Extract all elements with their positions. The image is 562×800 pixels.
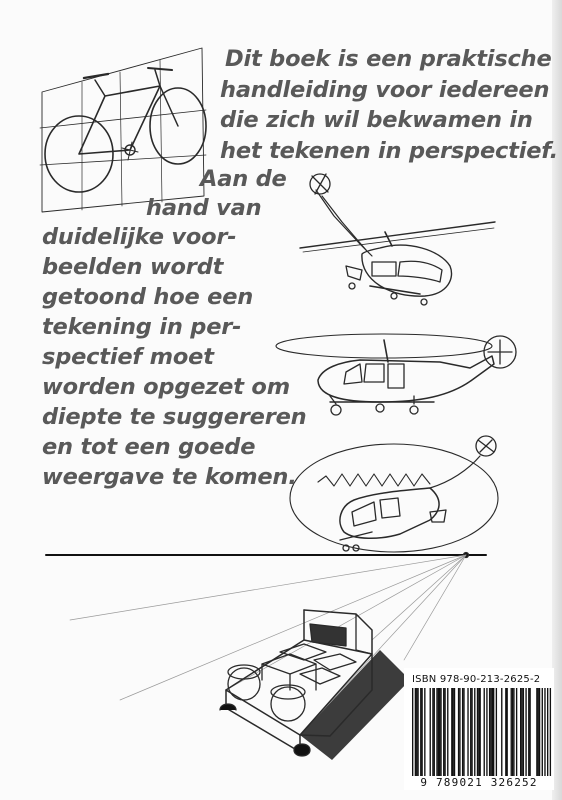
barcode-bar	[544, 688, 545, 776]
barcode-bar	[542, 688, 543, 776]
barcode-bar	[453, 688, 454, 776]
barcode-bar	[463, 688, 464, 776]
blurb-line: duidelijke voor-	[42, 224, 237, 250]
barcode-bar	[511, 688, 512, 776]
barcode-bar	[436, 688, 437, 776]
barcode-bar	[474, 688, 475, 776]
barcode-bar	[470, 688, 471, 776]
barcode-bar	[492, 688, 493, 776]
blurb-line: getoond hoe een	[42, 284, 254, 310]
barcode-bar	[421, 688, 422, 776]
blurb-line: spectief moet	[42, 344, 214, 370]
barcode-bar	[477, 688, 478, 776]
barcode-bar	[447, 688, 448, 776]
barcode-bar	[438, 688, 439, 776]
barcode-bar	[496, 688, 497, 776]
barcode-bar	[523, 688, 524, 776]
barcode-bar	[521, 688, 522, 776]
barcode-bar	[471, 688, 472, 776]
barcode-bar	[520, 688, 521, 776]
blurb-line: die zich wil bekwamen in	[220, 107, 533, 133]
barcode-bar	[432, 688, 433, 776]
barcode-bar	[416, 688, 417, 776]
barcode-bar	[451, 688, 452, 776]
barcode-bar	[490, 688, 491, 776]
blurb-line: en tot een goede	[42, 434, 256, 460]
barcode-bar	[484, 688, 485, 776]
barcode-bar	[444, 688, 445, 776]
barcode-bar	[434, 688, 435, 776]
blurb-line: worden opgezet om	[42, 374, 290, 400]
barcode-bar	[547, 688, 548, 776]
barcode-bar	[443, 688, 444, 776]
barcode-bar	[513, 688, 514, 776]
barcode-bar	[459, 688, 460, 776]
barcode-bar	[501, 688, 502, 776]
blurb-line: Aan de	[200, 166, 287, 192]
isbn-label: ISBN 978-90-213-2625-2	[412, 674, 541, 685]
barcode-bar	[486, 688, 487, 776]
barcode-bar	[528, 688, 529, 776]
blurb-line: diepte te suggereren	[42, 404, 307, 430]
barcode-bar	[415, 688, 416, 776]
barcode-bar	[507, 688, 508, 776]
barcode-bar	[439, 688, 440, 776]
blurb-line: Dit boek is een praktische	[225, 46, 552, 72]
barcode-bar	[550, 688, 551, 776]
barcode-bar	[478, 688, 479, 776]
barcode-bar	[480, 688, 481, 776]
barcode-bar	[467, 688, 468, 776]
barcode-bar	[458, 688, 459, 776]
blurb-line: weergave te komen.	[42, 464, 297, 490]
blurb-line: handleiding voor iedereen	[220, 77, 550, 103]
barcode-bar	[539, 688, 540, 776]
barcode-bar	[420, 688, 421, 776]
barcode-bar	[493, 688, 494, 776]
barcode-bar	[516, 688, 517, 776]
barcode-bar	[505, 688, 506, 776]
blurb-line: beelden wordt	[42, 254, 224, 280]
barcode-bar	[538, 688, 539, 776]
barcode-bar	[454, 688, 455, 776]
barcode-bar	[462, 688, 463, 776]
blurb-line: het tekenen in perspectief.	[220, 138, 558, 164]
blurb-line: hand van	[146, 195, 262, 221]
barcode-bar	[424, 688, 425, 776]
barcode-bar	[512, 688, 513, 776]
barcode-bar	[412, 688, 413, 776]
barcode-bar	[417, 688, 418, 776]
barcode-bar	[430, 688, 431, 776]
barcode-bar	[529, 688, 530, 776]
barcode-bar	[536, 688, 537, 776]
barcode-bar	[489, 688, 490, 776]
barcode-bar	[525, 688, 526, 776]
barcode-bar	[440, 688, 441, 776]
blurb-line: tekening in per-	[42, 314, 242, 340]
barcode-digits: 9 789021 326252	[420, 776, 538, 789]
